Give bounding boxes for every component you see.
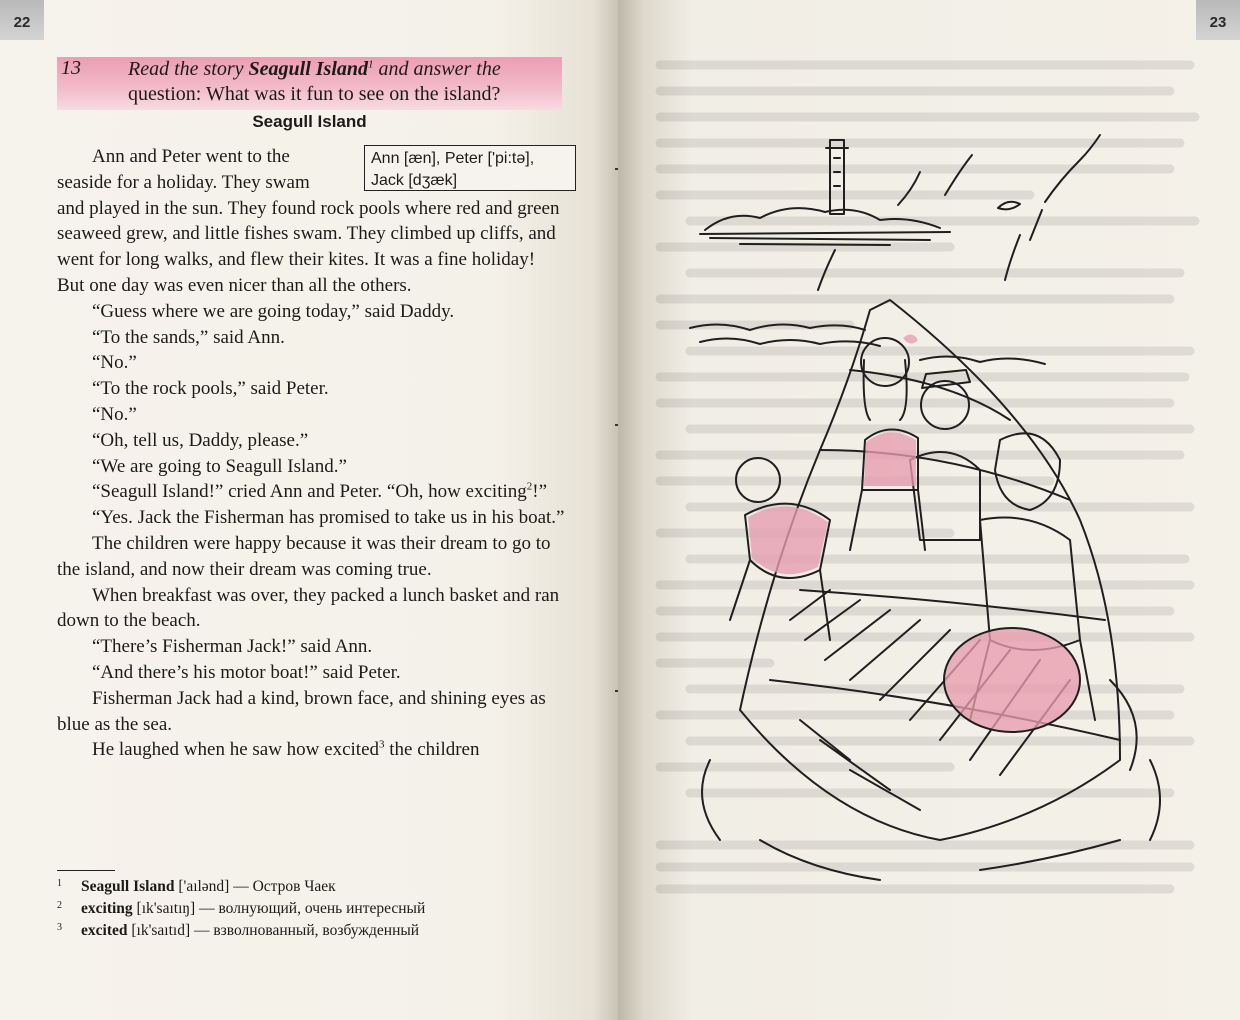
- dialogue-line: “Guess where we are going today,” said Daddy.: [92, 300, 455, 322]
- page-number-left: 22: [0, 0, 44, 40]
- exercise-instruction: Read the story Seagull Island$^1$ and answer the question: What was it fun to see on the island?: [128, 58, 501, 105]
- dialogue-line: “We are going to Seagull Island.”: [92, 455, 347, 477]
- dialogue-line: “To the rock pools,” said Peter.: [92, 378, 329, 400]
- left-page: [0, 0, 618, 1020]
- dialogue-line: “No.”: [92, 352, 137, 374]
- paragraph: Fisherman Jack had a kind, brown face, and shining eyes as blue as the sea.: [57, 687, 546, 735]
- dialogue-line: “No.”: [92, 403, 137, 425]
- story-text: Ann and Peter went to the seaside for a holiday. They swam and played in the sun. They found rock pools where red and green seaweed grew, and little fishes swam. They climbed up cliffs, and went for long walks, and flew their kites. It was a fine holiday! But one day was even nicer than all the others. “Guess where we are going today,” said Daddy. “To the sands,” said Ann. “No.” “To the rock pools,” said Peter. “No.” “Oh, tell us, Daddy, please.” “We are going to Seagull Island.” “Seagull Island!” cried Ann and Peter. “Oh, how exciting$^2$!” “Yes. Jack the Fisherman has promised to take us in his boat.” The children were happy because it was their dream to go to the island, and now their dream was coming true. When breakfast was over, they packed a lunch basket and ran down to the beach. “There’s Fisherman Jack!” said Ann. “And there’s his motor boat!” said Peter. Fisherman Jack had a kind, brown face, and shining eyes as blue as the sea. He laughed when he saw how excited$^3$ the children: [57, 144, 567, 763]
- exercise-question: question: What was it fun to see on the island?: [128, 83, 501, 105]
- exercise-banner: [57, 57, 562, 110]
- dialogue-line: “To the sands,” said Ann.: [92, 326, 285, 348]
- footnote: 3 excited [ık'saıtıd] — взволнованный, возбужденный: [57, 922, 420, 939]
- paragraph: “There’s Fisherman Jack!” said Ann.: [92, 636, 373, 658]
- paragraph: The children were happy because it was their dream to go to the island, and now their dream was coming true.: [57, 532, 551, 580]
- pronunciation-box: Ann [æn], Peter ['pi:tə], Jack [dʒæk]: [364, 145, 576, 191]
- exercise-number: 13: [61, 57, 81, 79]
- paragraph: “Yes. Jack the Fisherman has promised to take us in his boat.”: [92, 507, 565, 529]
- boat-illustration: [650, 120, 1210, 900]
- footnotes: [57, 876, 577, 942]
- footnote: 1 Seagull Island ['aılənd] — Остров Чаек: [57, 878, 336, 895]
- story-title: Seagull Island: [252, 112, 367, 131]
- footnote-rule: [57, 870, 115, 871]
- footnote: 2 exciting [ık'saıtıŋ] — волнующий, очень интересный: [57, 900, 426, 917]
- dialogue-line: “Oh, tell us, Daddy, please.”: [92, 429, 309, 451]
- paragraph: He laughed when he saw how excited$^3$ the children: [92, 739, 480, 761]
- paragraph: and played in the sun. They found rock pools where red and green seaweed grew, and little fishes swam. They climbed up cliffs, and went for long walks, and flew their kites. It was a fine holiday! But one day was even nicer than all the others.: [57, 197, 560, 296]
- paragraph: When breakfast was over, they packed a lunch basket and ran down to the beach.: [57, 584, 560, 632]
- page-number-right: 23: [1196, 0, 1240, 40]
- dialogue-line: “Seagull Island!” cried Ann and Peter. “Oh, how exciting$^2$!”: [92, 481, 548, 503]
- paragraph: “And there’s his motor boat!” said Peter.: [92, 661, 401, 683]
